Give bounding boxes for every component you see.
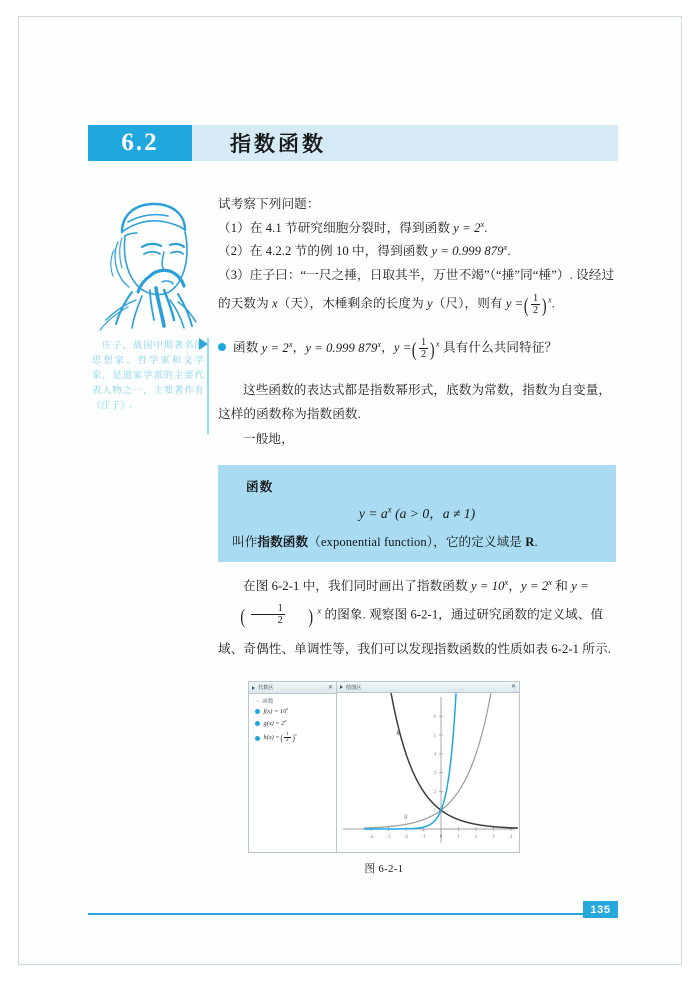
list-item[interactable] bbox=[253, 732, 332, 744]
list-item[interactable] bbox=[253, 717, 332, 727]
definition-label: 函数 bbox=[246, 480, 274, 495]
page-number-badge: 135 bbox=[583, 901, 618, 918]
svg-text:3: 3 bbox=[433, 771, 436, 777]
svg-text:6: 6 bbox=[433, 715, 436, 720]
graphics-view-title: 绘图区 bbox=[346, 684, 362, 691]
page-title: 指数函数 bbox=[230, 132, 326, 156]
function-group-label[interactable]: − 函数 bbox=[256, 699, 274, 705]
svg-text:1: 1 bbox=[433, 809, 436, 814]
algebra-view-title: 代数区 bbox=[258, 685, 274, 691]
function-expression: $g(x) = 2^x$ bbox=[263, 717, 287, 727]
svg-text:-2: -2 bbox=[403, 835, 409, 840]
function-expression: $f(x) = 10^x$ bbox=[263, 705, 289, 715]
close-icon[interactable]: ✕ bbox=[510, 684, 516, 690]
algebra-view-titlebar[interactable] bbox=[249, 682, 336, 694]
list-item[interactable] bbox=[253, 705, 332, 715]
graphics-view-titlebar[interactable] bbox=[337, 682, 519, 693]
zhuangzi-portrait-icon bbox=[92, 192, 210, 332]
main-text-column bbox=[218, 192, 616, 661]
svg-text:4: 4 bbox=[433, 752, 436, 758]
definition-text: 叫作指数函数（exponential function），它的定义域是 R. bbox=[232, 535, 538, 550]
sidebar-illustration-column bbox=[92, 192, 210, 413]
exponential-graph-plot[interactable] bbox=[337, 693, 519, 852]
paragraph-general: 一般地， bbox=[243, 431, 294, 446]
footer-rule bbox=[88, 913, 618, 915]
svg-text:2: 2 bbox=[433, 790, 436, 796]
algebra-view-panel bbox=[249, 682, 337, 852]
problem-item-2: （2）在 4.2.2 节的例 10 中，得到函数 y = 0.999 879$^x$. bbox=[218, 243, 511, 259]
figure-caption: 图 6-2-1 bbox=[364, 864, 404, 875]
paragraph-closing: 在图 6-2-1 中，我们同时画出了指数函数 $y = 10^x$，$y = 2^x$ 和 y =( $\frac{1}{2}$ ) $^x$ 的图象. 观察图 6-2-1，通过研究函数的定义域、值域、奇偶性、单调性等，我们可以发现指数函数的性质如表 6-2-1 所示. bbox=[218, 577, 611, 656]
svg-text:-1: -1 bbox=[421, 835, 426, 840]
visibility-toggle-icon[interactable] bbox=[255, 736, 260, 741]
pointer-arrow-icon bbox=[199, 338, 208, 350]
visibility-toggle-icon[interactable] bbox=[255, 709, 260, 714]
pointer-rule bbox=[207, 338, 209, 434]
svg-text:1: 1 bbox=[457, 835, 460, 840]
illustration-caption: 庄子，战国中期著名的思想家、哲学家和文学家，是道家学派的主要代表人物之一，主要著作有《庄子》. bbox=[92, 340, 204, 410]
svg-text:0: 0 bbox=[439, 835, 443, 840]
expand-triangle-icon[interactable] bbox=[252, 686, 255, 690]
paragraph-common-feature: 这些函数的表达式都是指数幂形式，底数为常数，指数为自变量，这样的函数称为指数函数. bbox=[218, 382, 612, 422]
svg-text:3: 3 bbox=[492, 835, 495, 840]
geogebra-window bbox=[248, 681, 520, 853]
problem-item-1: （1）在 4.1 节研究细胞分裂时，得到函数 $y = 2^x$. bbox=[218, 219, 488, 235]
svg-text:h: h bbox=[396, 730, 400, 737]
svg-text:-4: -4 bbox=[368, 835, 374, 840]
definition-box bbox=[218, 465, 616, 562]
svg-text:4: 4 bbox=[509, 835, 513, 840]
svg-text:2: 2 bbox=[474, 835, 478, 840]
section-number-badge: 6.2 bbox=[88, 125, 192, 161]
definition-formula: $y = a^x$ (a > 0，a ≠ 1) bbox=[358, 504, 476, 522]
figure-block bbox=[248, 681, 520, 876]
close-icon[interactable]: ✕ bbox=[327, 684, 333, 691]
expand-triangle-icon[interactable] bbox=[340, 685, 343, 689]
problem-item-3: （3）庄子曰：“一尺之捶，日取其半，万世不竭”（“捶”同“棰”）. 设经过的天数为 x（天），木棰剩余的长度为 y（尺），则有 y =( $\frac{1}{2}$ )$^x$. bbox=[218, 268, 615, 318]
svg-text:-3: -3 bbox=[386, 835, 391, 840]
function-expression: h(x) =( $\frac{1}{2}$ )$^x$ bbox=[263, 731, 297, 745]
bullet-dot-icon bbox=[218, 343, 226, 351]
svg-text:5: 5 bbox=[433, 733, 436, 739]
graphics-view-panel bbox=[337, 682, 519, 852]
discussion-question: 函数 $y = 2^x$，y = 0.999 879$^x$，y =( $\frac{1}{2}$ )$^x$ 具有什么共同特征？ bbox=[218, 332, 616, 370]
svg-text:g: g bbox=[404, 812, 408, 820]
visibility-toggle-icon[interactable] bbox=[255, 721, 260, 726]
intro-line: 试考察下列问题： bbox=[218, 197, 320, 211]
algebra-view-body bbox=[249, 694, 336, 852]
section-header bbox=[88, 125, 618, 161]
